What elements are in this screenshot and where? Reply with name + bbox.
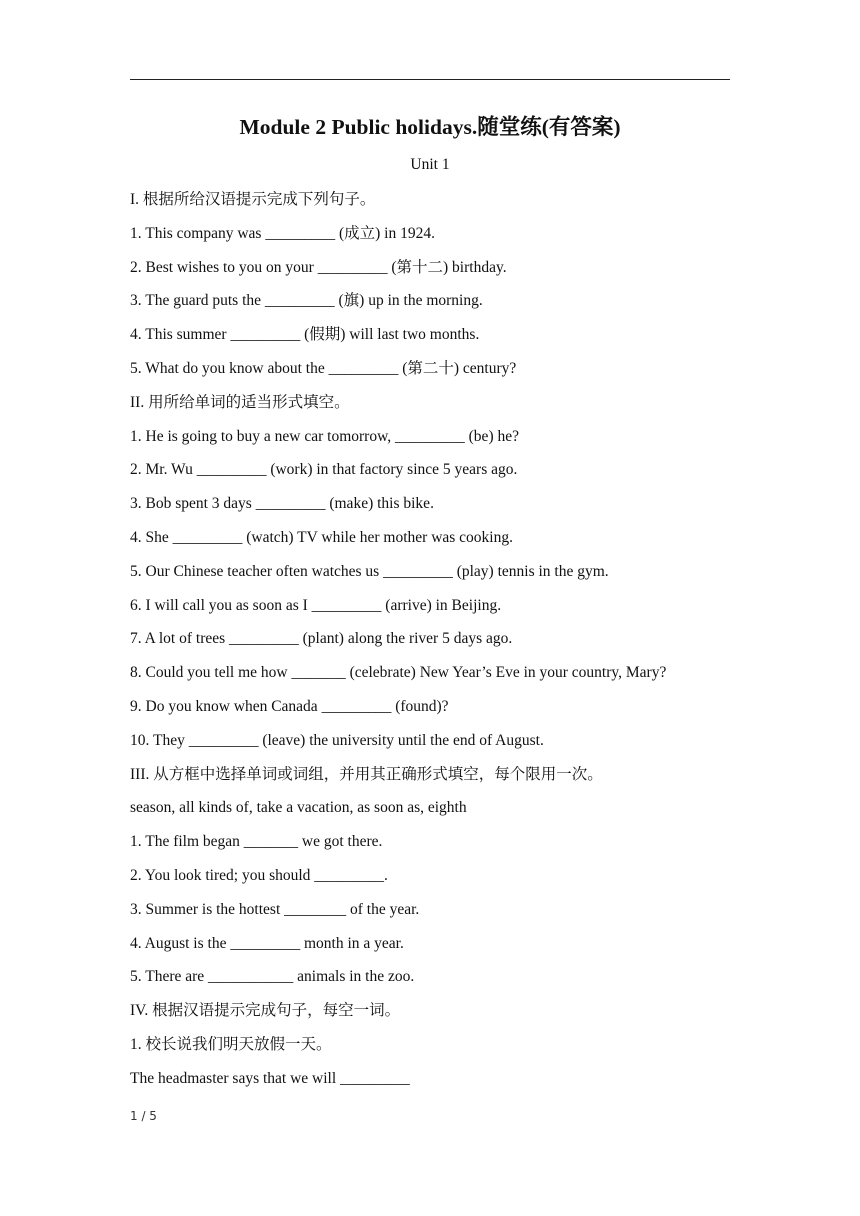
question-line: 6. I will call you as soon as I _________ (arrive) in Beijing. (130, 596, 502, 614)
question-line: 5. Our Chinese teacher often watches us _________ (play) tennis in the gym. (130, 562, 609, 580)
unit-heading: Unit 1 (410, 156, 450, 173)
question-line: 5. What do you know about the _________ (第二十) century? (130, 359, 517, 377)
section-heading-2: II. 用所给单词的适当形式填空。 (130, 393, 350, 411)
question-line: 8. Could you tell me how _______ (celebrate) New Year’s Eve in your country, Mary? (130, 664, 667, 682)
question-line: 1. The film began _______ we got there. (130, 833, 383, 851)
section-heading-1: I. 根据所给汉语提示完成下列句子。 (130, 191, 376, 208)
section-heading-4: IV. 根据汉语提示完成句子，每空一词。 (130, 1002, 401, 1020)
question-line: 9. Do you know when Canada _________ (found)? (130, 697, 449, 715)
question-line: 2. You look tired; you should _________. (130, 866, 388, 884)
question-line: 1. 校长说我们明天放假一天。 (130, 1035, 332, 1053)
question-line: 5. There are ___________ animals in the zoo. (130, 968, 415, 986)
question-line: 1. This company was _________ (成立) in 1924. (130, 224, 435, 242)
question-line: 1. He is going to buy a new car tomorrow, _________ (be) he? (130, 427, 519, 445)
exercise-body (130, 188, 740, 1101)
question-line: 3. Summer is the hottest ________ of the year. (130, 900, 420, 918)
word-bank: season, all kinds of, take a vacation, as soon as, eighth (130, 799, 467, 817)
question-line: 10. They _________ (leave) the university until the end of August. (130, 731, 544, 749)
document-title: Module 2 Public holidays.随堂练(有答案) (239, 115, 621, 139)
question-line: 3. Bob spent 3 days _________ (make) this bike. (130, 495, 434, 513)
header-rule (130, 79, 730, 80)
question-line: The headmaster says that we will _________ (130, 1069, 410, 1087)
question-line: 3. The guard puts the _________ (旗) up in the morning. (130, 292, 483, 310)
page-number: 1 / 5 (130, 1109, 157, 1123)
question-line: 2. Best wishes to you on your _________ (第十二) birthday. (130, 258, 507, 276)
question-line: 2. Mr. Wu _________ (work) in that factory since 5 years ago. (130, 461, 518, 479)
question-line: 7. A lot of trees _________ (plant) along the river 5 days ago. (130, 630, 513, 648)
question-line: 4. This summer _________ (假期) will last two months. (130, 326, 480, 344)
question-line: 4. August is the _________ month in a year. (130, 934, 404, 952)
section-heading-3: III. 从方框中选择单词或词组，并用其正确形式填空，每个限用一次。 (130, 765, 603, 783)
question-line: 4. She _________ (watch) TV while her mother was cooking. (130, 528, 513, 546)
